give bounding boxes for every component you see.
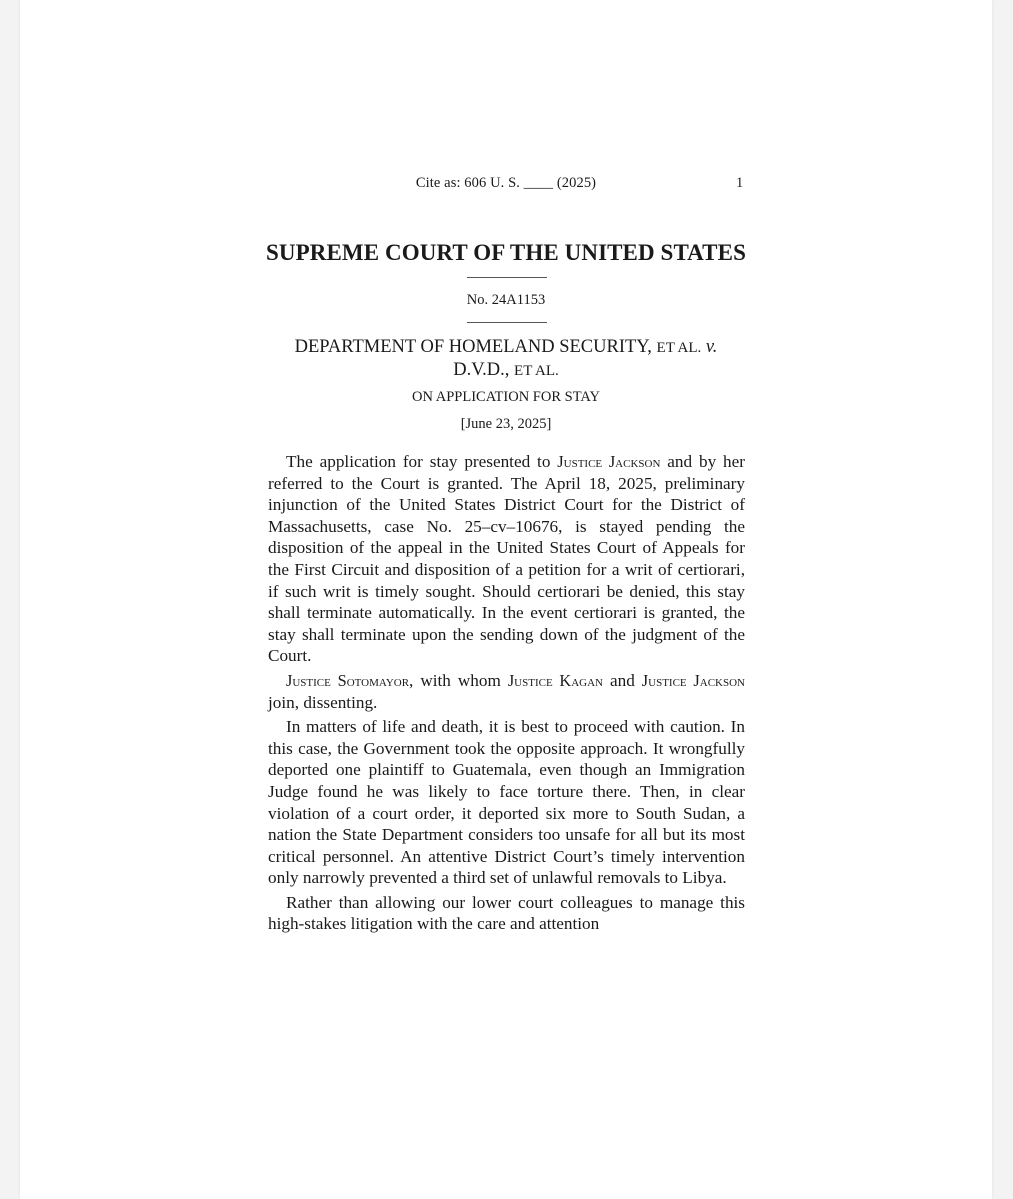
opinion-body: [268, 451, 745, 938]
caption-line-1: [20, 336, 992, 359]
citation-header: Cite as: 606 U. S. ____ (2025): [415, 175, 597, 191]
decision-date: [June 23, 2025]: [460, 416, 552, 432]
divider-rule: [467, 322, 547, 323]
petitioner: DEPARTMENT OF HOMELAND SECURITY,: [294, 337, 652, 357]
dissent-heading: [268, 670, 745, 713]
heading-text: join, dissenting.: [268, 692, 378, 712]
heading-text: , with whom: [409, 670, 508, 690]
divider-rule: [467, 277, 547, 278]
respondent: D.V.D.,: [453, 360, 510, 380]
justice-name: Justice Jackson: [641, 670, 745, 690]
order-text-start: The application for stay presented to: [286, 452, 558, 471]
order-text-rest: and by her referred to the Court is granted. The April 18, 2025, preliminary injunction of the United States District Court for the District of Massachusetts, case No. 25–cv–10676, is stayed pending the disposition of the appeal in the United States Court of Appeals for the First Circuit and disposition of a petition for a writ of certiorari, if such writ is timely sought. Should certiorari be denied, this stay shall terminate automatically. In the event certiorari is granted, the stay shall terminate upon the sending down of the judgment of the Court.: [268, 452, 745, 666]
case-caption: [20, 336, 992, 382]
caption-line-2: [20, 359, 992, 382]
respondent-suffix: ET AL.: [514, 363, 559, 379]
court-name: SUPREME COURT OF THE UNITED STATES: [266, 240, 746, 265]
order-paragraph: [268, 451, 745, 667]
dissent-paragraph: In matters of life and death, it is best to proceed with caution. In this case, the Government took the opposite approach. It wrongfully deported one plaintiff to Guatemala, even though an Immigration Judge found he was likely to face torture there. Then, in clear violation of a court order, it deported six more to South Sudan, a nation the State Department considers too unsafe for all but its most critical personnel. An attentive District Court’s timely intervention only narrowly prevented a third set of unlawful removals to Libya.: [268, 717, 745, 888]
petitioner-suffix: ET AL.: [656, 340, 702, 356]
justice-name: Justice Kagan: [507, 670, 603, 690]
docket-number: No. 24A1153: [466, 292, 546, 308]
proceeding-type: ON APPLICATION FOR STAY: [411, 389, 601, 405]
justice-name: Justice Jackson: [557, 452, 661, 471]
page-number: 1: [736, 175, 744, 191]
versus: v.: [705, 337, 718, 357]
dissent-paragraph: Rather than allowing our lower court colleagues to manage this high-stakes litigation with the care and attention: [268, 892, 745, 934]
justice-name: Justice Sotomayor: [286, 670, 410, 690]
heading-text: and: [603, 670, 642, 690]
document-page: [20, 0, 992, 1199]
